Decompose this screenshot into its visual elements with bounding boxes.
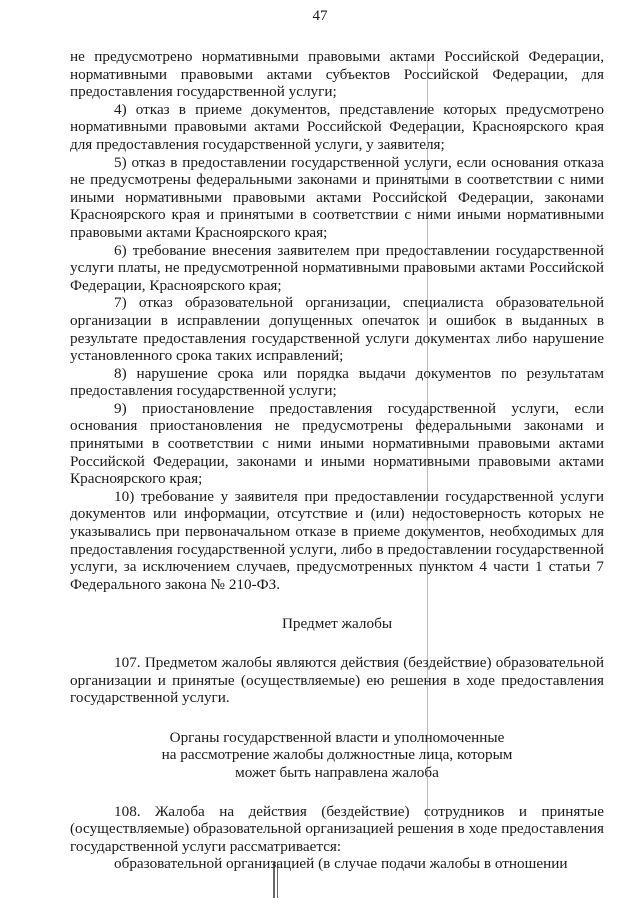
list-item-8: 8) нарушение срока или порядка выдачи документов по результатам предоставления государственной услуги; (70, 364, 604, 400)
document-body (70, 48, 604, 873)
section-heading-subject: Предмет жалобы (281, 615, 393, 633)
page-number: 47 (312, 8, 328, 24)
paragraph-108-continued: образовательной организацией (в случае подачи жалобы в отношении (114, 855, 568, 873)
list-item-9: 9) приостановление предоставления государственной услуги, если основания приостановления не предусмотрены федеральными законами и принятыми в соответствии с ними иными нормативными правовыми актами Российской Федерации, законами и иными нормативными правовыми актами Красноярского края; (70, 399, 604, 488)
list-item-5: 5) отказ в предоставлении государственной услуги, если основания отказа не предусмотрены федеральными законами и принятыми в соответствии с ними иными нормативными правовыми актами Российской Федерации, законами Красноярского края и принятыми в соответствии с ними иными нормативными правовыми актами Красноярского края; (70, 153, 604, 241)
heading-line: на рассмотрение жалобы должностные лица, которым (161, 746, 513, 764)
heading-line: Органы государственной власти и уполномоченные (169, 728, 505, 746)
paragraph-continued: не предусмотрено нормативными правовыми актами Российской Федерации, нормативными правовыми актами субъектов Российской Федерации, для предоставления государственной услуги; (70, 48, 604, 101)
list-item-7: 7) отказ образовательной организации, специалиста образовательной организации в исправлении допущенных опечаток и ошибок в выданных в результате предоставления государственной услуги документах либо нарушение установленного срока таких исправлений; (70, 294, 604, 365)
heading-line: может быть направлена жалоба (235, 763, 439, 781)
list-item-6: 6) требование внесения заявителем при предоставлении государственной услуги платы, не предусмотренной нормативными правовыми актами Российской Федерации, Красноярского края; (70, 241, 604, 294)
paragraph-107: 107. Предметом жалобы являются действия (бездействие) образовательной организации и принятые (осуществляемые) ею решения в ходе предоставления государственной услуги. (70, 654, 604, 707)
paragraph-108: 108. Жалоба на действия (бездействие) сотрудников и принятые (осуществляемые) образовательной организацией решения в ходе предоставления государственной услуги рассматривается: (70, 802, 604, 855)
list-item-10: 10) требование у заявителя при предоставлении государственной услуги документов или информации, отсутствие и (или) недостоверность которых не указывались при первоначальном отказе в приеме документов, необходимых для предоставления государственной услуги, либо в предоставлении государственной услуги, за исключением случаев, предусмотренных пунктом 4 части 1 статьи 7 Федерального закона № 210-ФЗ. (70, 487, 604, 593)
list-item-4: 4) отказ в приеме документов, представление которых предусмотрено нормативными правовыми актами Российской Федерации, Красноярского края для предоставления государственной услуги, у заявителя; (70, 100, 604, 153)
section-heading-authorities (70, 729, 604, 782)
